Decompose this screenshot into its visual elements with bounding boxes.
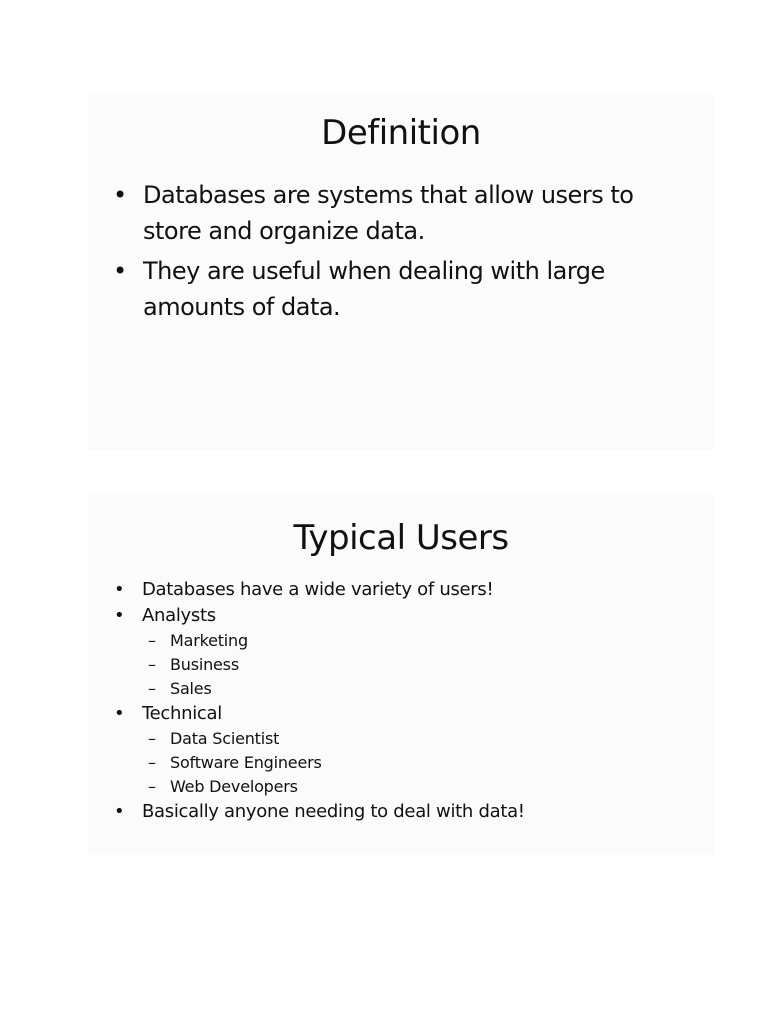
bullet-text: Analysts [142, 605, 216, 626]
dash-icon: – [148, 753, 156, 772]
bullet-text: Databases have a wide variety of users! [142, 579, 494, 600]
sub-bullet-item [142, 751, 714, 775]
bullet-icon: • [114, 801, 125, 822]
sub-bullet-item [142, 677, 714, 701]
bullet-text: Databases are systems that allow users to store and organize data. [143, 181, 634, 245]
sub-bullet-text: Marketing [170, 631, 248, 650]
bullet-icon: • [114, 579, 125, 600]
dash-icon: – [148, 729, 156, 748]
bullet-icon: • [113, 181, 127, 209]
slide-typical-users [88, 495, 714, 855]
bullet-list [88, 177, 714, 329]
sub-bullet-text: Sales [170, 679, 212, 698]
slide-title: Definition [321, 113, 481, 153]
sub-bullet-item [142, 653, 714, 677]
sub-bullet-text: Web Developers [170, 777, 298, 796]
bullet-item [88, 603, 714, 701]
bullet-icon: • [113, 257, 127, 285]
sub-bullet-item [142, 775, 714, 799]
bullet-item [88, 701, 714, 799]
bullet-text: Basically anyone needing to deal with data! [142, 801, 525, 822]
bullet-item [88, 799, 714, 825]
bullet-item [88, 577, 714, 603]
slide-title: Typical Users [293, 518, 509, 558]
dash-icon: – [148, 777, 156, 796]
bullet-item [88, 177, 714, 249]
dash-icon: – [148, 631, 156, 650]
sub-bullet-item [142, 629, 714, 653]
bullet-list [88, 577, 714, 825]
sub-bullet-text: Data Scientist [170, 729, 280, 748]
bullet-item [88, 253, 714, 325]
sub-bullet-item [142, 727, 714, 751]
bullet-icon: • [114, 605, 125, 626]
dash-icon: – [148, 655, 156, 674]
bullet-text: They are useful when dealing with large amounts of data. [143, 257, 605, 321]
bullet-text: Technical [142, 703, 222, 724]
dash-icon: – [148, 679, 156, 698]
slide-definition [88, 95, 714, 450]
sub-bullet-list [142, 727, 714, 799]
sub-bullet-list [142, 629, 714, 701]
sub-bullet-text: Business [170, 655, 239, 674]
bullet-icon: • [114, 703, 125, 724]
sub-bullet-text: Software Engineers [170, 753, 322, 772]
